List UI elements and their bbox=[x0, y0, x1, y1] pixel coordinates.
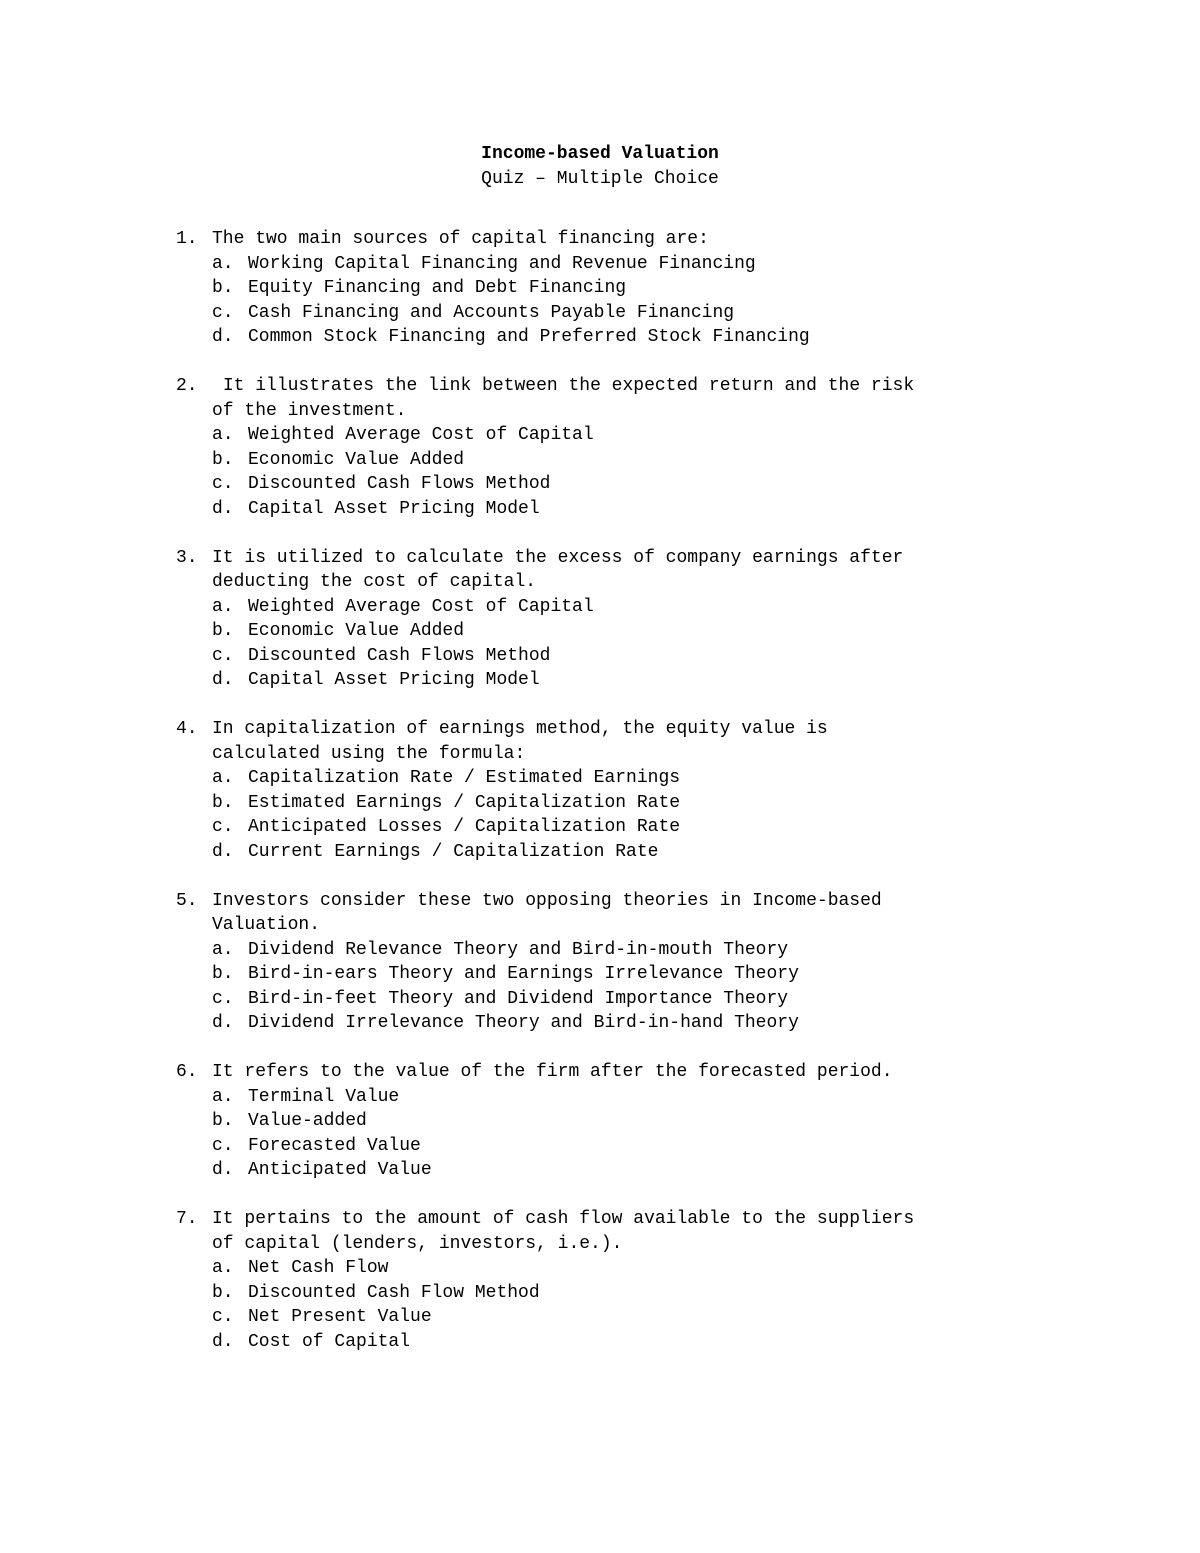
choice-letter: d. bbox=[212, 841, 234, 862]
question-line bbox=[176, 374, 1176, 399]
choice-letter: d. bbox=[212, 670, 234, 690]
question-item bbox=[176, 546, 1176, 693]
choice-text: Economic Value Added bbox=[248, 449, 465, 470]
choice-text: Capital Asset Pricing Model bbox=[248, 670, 540, 690]
question-text: It refers to the value of the firm after the forecasted period. bbox=[212, 1062, 893, 1082]
question-line bbox=[176, 717, 1176, 742]
answer-choice bbox=[212, 252, 1176, 277]
choice-letter: a. bbox=[212, 939, 234, 960]
question-number: 5. bbox=[176, 890, 198, 911]
answer-choice bbox=[212, 1158, 1176, 1183]
answer-choice bbox=[212, 840, 1176, 865]
choice-text: Dividend Relevance Theory and Bird-in-mouth Theory bbox=[248, 939, 789, 960]
choice-text: Cost of Capital bbox=[248, 1331, 411, 1352]
choice-list bbox=[176, 938, 1176, 1036]
choice-text: Cash Financing and Accounts Payable Financing bbox=[248, 302, 735, 323]
question-item bbox=[176, 1207, 1176, 1354]
choice-letter: b. bbox=[212, 621, 234, 641]
choice-text: Forecasted Value bbox=[248, 1135, 421, 1156]
question-text: of the investment. bbox=[212, 400, 407, 421]
question-number bbox=[176, 913, 212, 938]
choice-letter: d. bbox=[212, 1013, 234, 1033]
choice-text: Terminal Value bbox=[248, 1086, 400, 1107]
choice-letter: d. bbox=[212, 1160, 234, 1180]
question-number: 3. bbox=[176, 547, 198, 568]
choice-list bbox=[176, 252, 1176, 350]
question-number bbox=[176, 399, 212, 424]
question-text: calculated using the formula: bbox=[212, 743, 526, 764]
answer-choice bbox=[212, 325, 1176, 350]
answer-choice bbox=[212, 644, 1176, 669]
answer-choice bbox=[212, 815, 1176, 840]
choice-list bbox=[176, 1085, 1176, 1183]
question-line bbox=[176, 227, 1176, 252]
choice-text: Capitalization Rate / Estimated Earnings bbox=[248, 768, 681, 788]
question-text: In capitalization of earnings method, the equity value is bbox=[212, 719, 828, 739]
choice-text: Common Stock Financing and Preferred Stock Financing bbox=[248, 327, 810, 347]
question-item bbox=[176, 227, 1176, 350]
choice-list bbox=[176, 423, 1176, 521]
choice-text: Anticipated Losses / Capitalization Rate bbox=[248, 817, 681, 837]
document-subtitle: Quiz – Multiple Choice bbox=[481, 168, 719, 189]
choice-letter: b. bbox=[212, 1282, 234, 1303]
choice-letter: b. bbox=[212, 278, 234, 298]
answer-choice bbox=[212, 619, 1176, 644]
document-header bbox=[0, 142, 1200, 191]
choice-text: Discounted Cash Flows Method bbox=[248, 474, 551, 494]
choice-letter: d. bbox=[212, 498, 234, 519]
choice-text: Net Present Value bbox=[248, 1307, 432, 1327]
question-line bbox=[176, 913, 1176, 938]
choice-text: Weighted Average Cost of Capital bbox=[248, 425, 594, 445]
choice-text: Weighted Average Cost of Capital bbox=[248, 596, 594, 617]
choice-letter: b. bbox=[212, 449, 234, 470]
question-text: It is utilized to calculate the excess of company earnings after bbox=[212, 547, 904, 568]
choice-text: Net Cash Flow bbox=[248, 1258, 389, 1278]
question-text: Investors consider these two opposing theories in Income-based bbox=[212, 890, 882, 911]
answer-choice bbox=[212, 423, 1176, 448]
question-line bbox=[176, 546, 1176, 571]
choice-text: Equity Financing and Debt Financing bbox=[248, 278, 627, 298]
question-number bbox=[176, 742, 212, 767]
choice-text: Capital Asset Pricing Model bbox=[248, 498, 540, 519]
choice-letter: a. bbox=[212, 768, 234, 788]
document-title: Income-based Valuation bbox=[481, 144, 719, 164]
choice-letter: d. bbox=[212, 1331, 234, 1352]
question-text: Valuation. bbox=[212, 915, 321, 935]
answer-choice bbox=[212, 1330, 1176, 1355]
answer-choice bbox=[212, 962, 1176, 987]
answer-choice bbox=[212, 987, 1176, 1012]
question-item bbox=[176, 889, 1176, 1036]
choice-letter: c. bbox=[212, 474, 234, 494]
choice-letter: c. bbox=[212, 302, 234, 323]
choice-letter: c. bbox=[212, 645, 234, 666]
choice-list bbox=[176, 595, 1176, 693]
answer-choice bbox=[212, 301, 1176, 326]
choice-letter: b. bbox=[212, 964, 234, 984]
question-text: It illustrates the link between the expected return and the risk bbox=[212, 376, 915, 396]
choice-letter: c. bbox=[212, 1307, 234, 1327]
choice-letter: a. bbox=[212, 1086, 234, 1107]
choice-list bbox=[176, 766, 1176, 864]
choice-text: Economic Value Added bbox=[248, 621, 465, 641]
question-item bbox=[176, 1060, 1176, 1183]
choice-text: Value-added bbox=[248, 1111, 367, 1131]
answer-choice bbox=[212, 938, 1176, 963]
answer-choice bbox=[212, 668, 1176, 693]
question-number: 7. bbox=[176, 1209, 198, 1229]
question-list bbox=[176, 227, 1176, 1379]
question-item bbox=[176, 717, 1176, 864]
question-text: of capital (lenders, investors, i.e.). bbox=[212, 1233, 623, 1254]
choice-letter: a. bbox=[212, 253, 234, 274]
choice-text: Discounted Cash Flow Method bbox=[248, 1282, 540, 1303]
question-line bbox=[176, 399, 1176, 424]
answer-choice bbox=[212, 448, 1176, 473]
question-number: 1. bbox=[176, 229, 198, 249]
answer-choice bbox=[212, 472, 1176, 497]
answer-choice bbox=[212, 1281, 1176, 1306]
question-text: deducting the cost of capital. bbox=[212, 572, 537, 592]
question-line bbox=[176, 1232, 1176, 1257]
choice-letter: a. bbox=[212, 596, 234, 617]
question-line bbox=[176, 1207, 1176, 1232]
choice-text: Discounted Cash Flows Method bbox=[248, 645, 551, 666]
question-line bbox=[176, 570, 1176, 595]
choice-letter: b. bbox=[212, 1111, 234, 1131]
question-number: 6. bbox=[176, 1062, 198, 1082]
question-number: 2. bbox=[176, 376, 198, 396]
answer-choice bbox=[212, 1256, 1176, 1281]
choice-list bbox=[176, 1256, 1176, 1354]
answer-choice bbox=[212, 497, 1176, 522]
choice-text: Bird-in-feet Theory and Dividend Importance Theory bbox=[248, 988, 789, 1009]
question-number bbox=[176, 1232, 212, 1257]
answer-choice bbox=[212, 1305, 1176, 1330]
answer-choice bbox=[212, 1011, 1176, 1036]
choice-text: Dividend Irrelevance Theory and Bird-in-hand Theory bbox=[248, 1013, 799, 1033]
question-number: 4. bbox=[176, 719, 198, 739]
choice-text: Working Capital Financing and Revenue Financing bbox=[248, 253, 756, 274]
question-line bbox=[176, 742, 1176, 767]
choice-text: Bird-in-ears Theory and Earnings Irrelevance Theory bbox=[248, 964, 799, 984]
choice-letter: b. bbox=[212, 792, 234, 813]
answer-choice bbox=[212, 1134, 1176, 1159]
question-line bbox=[176, 889, 1176, 914]
question-number bbox=[176, 570, 212, 595]
question-text: The two main sources of capital financing are: bbox=[212, 229, 709, 249]
choice-text: Anticipated Value bbox=[248, 1160, 432, 1180]
question-text: It pertains to the amount of cash flow available to the suppliers bbox=[212, 1209, 915, 1229]
choice-text: Current Earnings / Capitalization Rate bbox=[248, 841, 659, 862]
answer-choice bbox=[212, 1085, 1176, 1110]
answer-choice bbox=[212, 791, 1176, 816]
answer-choice bbox=[212, 1109, 1176, 1134]
question-line bbox=[176, 1060, 1176, 1085]
choice-text: Estimated Earnings / Capitalization Rate bbox=[248, 792, 681, 813]
answer-choice bbox=[212, 276, 1176, 301]
answer-choice bbox=[212, 595, 1176, 620]
answer-choice bbox=[212, 766, 1176, 791]
choice-letter: a. bbox=[212, 425, 234, 445]
choice-letter: d. bbox=[212, 327, 234, 347]
question-item bbox=[176, 374, 1176, 521]
choice-letter: c. bbox=[212, 817, 234, 837]
choice-letter: a. bbox=[212, 1258, 234, 1278]
choice-letter: c. bbox=[212, 1135, 234, 1156]
choice-letter: c. bbox=[212, 988, 234, 1009]
